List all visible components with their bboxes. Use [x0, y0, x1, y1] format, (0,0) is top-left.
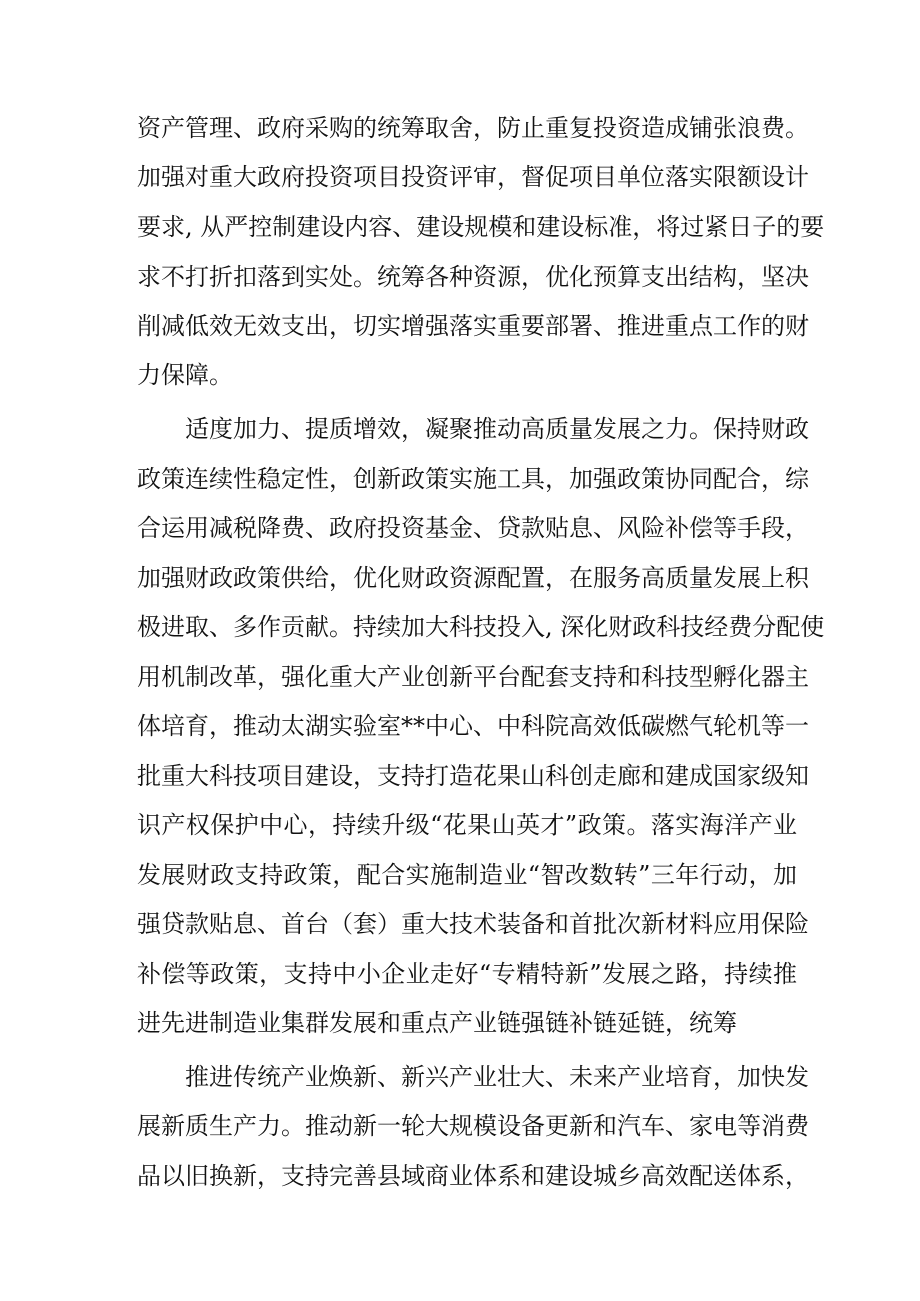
text-line: 削减低效无效支出，切实增强落实重要部署、推进重点工作的财: [137, 312, 809, 340]
text-line: 用机制改革，强化重大产业创新平台配套支持和科技型孵化器主: [137, 663, 809, 691]
text-line: 发展财政支持政策，配合实施制造业“智改数转”三年行动，加: [137, 861, 797, 889]
text-line: 合运用减税降费、政府投资基金、贷款贴息、风险补偿等手段，: [137, 514, 809, 542]
text-line: 加强对重大政府投资项目投资评审，督促项目单位落实限额设计: [137, 163, 809, 191]
text-line: 强贷款贴息、首台（套）重大技术装备和首批次新材料应用保险: [137, 910, 809, 938]
text-line: 资产管理、政府采购的统筹取舍，防止重复投资造成铺张浪费。: [137, 114, 809, 142]
text-line: 加强财政政策供给，优化财政资源配置，在服务高质量发展上积: [137, 564, 809, 592]
text-line: 体培育，推动太湖实验室**中心、中科院高效低碳燃气轮机等一: [137, 712, 809, 740]
text-line: 政策连续性稳定性，创新政策实施工具，加强政策协同配合，综: [137, 465, 809, 493]
text-line: 极进取、多作贡献。持续加大科技投入, 深化财政科技经费分配使: [137, 613, 825, 641]
text-line: 品以旧换新，支持完善县域商业体系和建设城乡高效配送体系，: [137, 1162, 809, 1190]
text-line: 要求, 从严控制建设内容、建设规模和建设标准，将过紧日子的要: [137, 213, 825, 241]
text-line: 展新质生产力。推动新一轮大规模设备更新和汽车、家电等消费: [137, 1112, 809, 1140]
text-line: 推进传统产业焕新、新兴产业壮大、未来产业培育，加快发: [185, 1063, 809, 1091]
text-line: 适度加力、提质增效，凝聚推动高质量发展之力。保持财政: [185, 415, 809, 443]
text-line: 进先进制造业集群发展和重点产业链强链补链延链，统筹: [137, 1009, 737, 1037]
text-line: 补偿等政策，支持中小企业走好“专精特新”发展之路，持续推: [137, 960, 797, 988]
text-line: 求不打折扣落到实处。统筹各种资源，优化预算支出结构，坚决: [137, 263, 809, 291]
text-line: 批重大科技项目建设，支持打造花果山科创走廊和建成国家级知: [137, 762, 809, 790]
text-line: 力保障。: [137, 361, 233, 389]
text-line: 识产权保护中心，持续升级“花果山英才”政策。落实海洋产业: [137, 811, 797, 839]
